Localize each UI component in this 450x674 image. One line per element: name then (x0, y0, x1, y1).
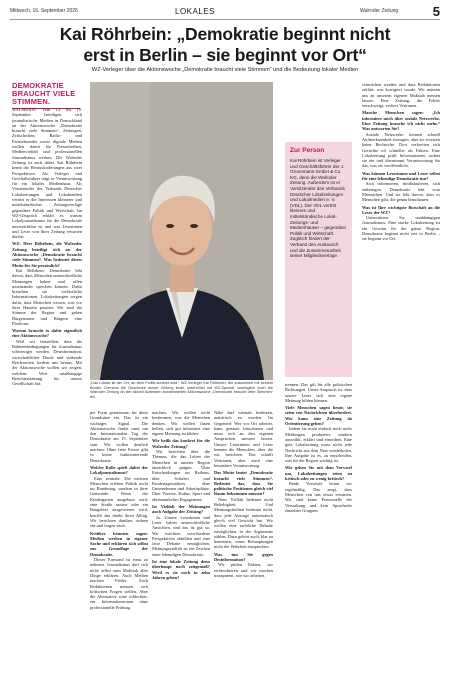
article-paragraph: trennen. Das gilt für alle politischen Richtungen. Unser Anspruch ist, dass unsere Leser sich eine eigene Meinung bilden können. (285, 382, 352, 403)
page-number: 5 (432, 4, 440, 19)
article-paragraph: Eine zentrale. Die meisten Menschen erleben Politik nicht im Bundestag, sondern in ihrer Gemeinde. Wenn der Kindergarten ausgebaut wird, eine Straße saniert oder ein Baugebiet ausgewiesen wird, betrifft das direkt ihren Alltag. Wir berichten darüber, ordnen ein und fragen nach. (90, 475, 148, 529)
article-paragraph: Kai Röhrbein: Demokratie lebt davon, dass Menschen unterschiedliche Meinungen haben und offen miteinander sprechen können. Dafür brauchen sie verlässliche Informationen. Lokalzeitungen sorgen dafür, dass Menschen wissen, was vor ihrer Haustür passiert. Wir sind die Stimme der Region und geben Bürgerinnen und Bürgern eine Plattform. (12, 267, 82, 326)
page-header (10, 6, 440, 18)
headline-line-1: Kai Röhrbein: „Demokratie beginnt nicht (59, 24, 391, 44)
article-paragraph: Wir prüfen Fakten, wir recherchieren und wir machen transparent, wie wir arbeiten. (214, 562, 273, 578)
article-paragraph: Nähe darf niemals bedeuten, unkritisch zu werden. Im Gegenteil: Wer vor Ort arbeitet, kann genauer hinschauen und muss sich an den eigenen Ansprüchen messen lassen. Unsere Leserinnen und Leser kennen die Menschen, über die wir berichten. Das schafft Vertrauen, aber auch eine besondere Verantwortung. (214, 410, 273, 468)
newspaper-name: Walroder Zeitung (360, 8, 399, 14)
article-paragraph: machen. Wir wollen nicht bestimmen, was die Menschen denken. Wir wollen ihnen helfen, sich gut informiert eine eigene Meinung zu bilden. (152, 410, 210, 437)
info-box-person (285, 142, 352, 377)
article-paragraph: Beide Vorwürfe hören wir regelmäßig. Das zeigt, dass Menschen von uns etwas erwarten. Wir sind keine Pressestelle der Verwaltung und kein Sprachrohr einzelner Gruppen. (285, 481, 352, 513)
interview-question: Das Motto lautet „Demokratie braucht viele Stimmen“. Bedeutet das, dass Sie politische Positionen gleich viel Raum bekommen müssen? (214, 470, 273, 497)
interview-question: Ist eine lokale Zeitung denn überhaupt noch zeitgemäß? Wird es sie noch in zehn Jahren geben? (152, 559, 210, 580)
article-column-6 (362, 82, 440, 668)
article-column-4 (214, 410, 273, 668)
interview-question: Wie gehen Sie mit dem Vorwurf um, Lokalzeitungen seien zu kritisch oder zu wenig kritisch? (285, 465, 352, 482)
interview-question: WZ: Herr Röhrbein, die Walroder Zeitung beteiligt sich an der Aktionswoche „Demokratie braucht viele Stimmen“. Was bedeutet dieses Motto für Sie persönlich? (12, 241, 82, 268)
interview-question: Wie heißt das konkret für die Walroder Zeitung? (152, 438, 210, 449)
interview-question: Welche Rolle spielt dabei der Lokaljournalismus? (90, 464, 148, 476)
article-paragraph: Indem sie nicht einfach noch mehr Meldungen produziert, sondern auswählt, erklärt und einordnet. Eine gute Lokalzeitung muss nicht jede Nachricht aus dem Netz wiederholen. Ihre Aufgabe ist es, zu entscheiden, was für die Region wichtig ist. (285, 426, 352, 464)
article-paragraph: Weil wir feststellen, dass die Rahmenbedingungen für Journalismus schwieriger werden. Desinformation, wirtschaftlicher Druck und sinkende Reichweiten fordern uns heraus. Mit der Aktionswoche wollen wir zeigen, welchen Wert unabhängige Berichterstattung für unsere Gesellschaft hat. (12, 338, 82, 387)
article-paragraph: per Form gemeinsam für diese Grundsätze ein. Das ist ein wichtiges Signal. Die Aktionswoche findet rund um den Internationalen Tag der Demokratie am 15. September statt. Wir wollen deutlich machen: Ohne freie Presse gibt es keine funktionierende Demokratie. (90, 410, 148, 463)
interview-question: Was tun Sie gegen Desinformation? (214, 551, 273, 563)
article-subheadline: WZ-Verleger über die Aktionswoche „Demokratie braucht viele Stimmen“ und die Bedeutung lokaler Medien (91, 67, 359, 73)
interview-question: Was können Leserinnen und Leser selbst für eine lebendige Demokratie tun? (362, 170, 440, 182)
article-column-1 (12, 107, 82, 667)
article-paragraph: Unterstützen Sie unabhängigen Journalismus. Eine starke Lokalzeitung ist ein Gewinn für die ganze Region. Demokratie beginnt nicht erst in Berlin – sie beginnt vor Ort. (362, 215, 440, 242)
article-paragraph: Dieser Einwand ist ernst zu nehmen. Journalismus darf sich nicht selbst zum Maßstab aller Dinge erklären. Auch Medien machen Fehler. Auch Redaktionen müssen sich kritischen Fragen stellen. Aber die Alternative wäre schlechter: ein Informationsraum ohne professionelle Prüfung. (90, 557, 148, 610)
info-box-text: Kai Röhrbein ist Verleger und Geschäftsführer der J. Gronemann GmbH & Co. KG, denn die Walroder Zeitung. Außerdem ist er Vorsitzender des Verbands Deutscher Lokalzeitungen und Lokalmedien e. V. (VDL). Der VDL vertritt kleinere und mittelständische Lokal-Zeitungs- und Medienhäuser – gegenüber Politik und Wirtschaft. Zugleich fördert der Verband den Austausch und die Zusammenarbeit seiner Mitgliedsverlage. (290, 158, 347, 259)
interview-question: Manche Menschen sagen: „Ich informiere mich über soziale Netzwerke. Eine Zeitung brauche ich nicht mehr.“ Was antworten Sie? (362, 110, 440, 132)
info-box-title: Zur Person (290, 147, 325, 154)
interview-question: Ist Vielfalt der Meinungen auch Aufgabe der Zeitung? (152, 504, 210, 515)
article-paragraph: Soziale Netzwerke können schnell Aufmerksamkeit erzeugen, aber sie ersetzen keine Recherche. Dort verbreiten sich Gerüchte oft schneller als Fakten. Eine Lokalzeitung prüft Informationen, ordnet sie ein und übernimmt Verantwortung für das, was sie veröffentlicht. (362, 131, 440, 169)
interview-question: Viele Menschen sagen heute, sie seien von Nachrichten überfordert. Wie kann eine Zeitung da Orientierung geben? (285, 405, 352, 427)
section-title: LOKALES (175, 7, 215, 16)
article-column-5 (285, 382, 352, 668)
interview-question: Warum braucht es dafür eigentlich eine Aktionswoche? (12, 328, 82, 339)
photo-caption: „Das Lokale ist der Ort, an dem Politik konkret wird“: WZ-Verleger Kai Röhrbein, der zusammen mit seinem Bruder Clemens die Geschicke dieser Zeitung lenkt, unterstützt mit WZ-Spezial, womöglich auch die Walroder Zeitung an der aktuell laufenden bundesweiten Aktionswoche „Demokratie braucht viele Stimmen“ teil. (90, 381, 273, 399)
article-paragraph: WALSRODE. Vom 14. bis 19. September beteiligen sich journalistische Medien in Deutschland an der Aktionswoche „Demokratie braucht viele Stimmen“. Zeitungen, Zeitschriften, Radio- und Fernsehsender sowie digitale Medien wollen damit für Pressefreiheit, Medienvielfalt und professionellen Journalismus werben. Die Walroder Zeitung ist auch dabei. Kai Röhrbein kennt die Herausforderungen aus zwei Perspektiven. Als Verleger und Geschäftsführer trägt er Verantwortung für ein lokales Medienhaus. Als Vorsitzender des Verbands Deutscher Lokalzeitungen und Lokalmedien vertritt er die Interessen kleinerer und mittelständischer Zeitungsverlage gegenüber Politik und Wirtschaft. Im WZ-Gespräch erklärt er, warum Lokaljournalismus für die Demokratie unverzichtbar ist und was Leserinnen und Leser von ihrer Zeitung erwarten dürfen. (12, 107, 82, 240)
article-paragraph: Wir berichten über die Themen, die das Leben der Menschen in unserer Region tatsächlich prägen. Über Entscheidungen im Rathaus, über Schulen und Kindertagesstätten, über Unternehmen und Arbeitsplätze. Über Vereine, Kultur, Sport und ehrenamtliches Engagement. (152, 449, 210, 502)
interview-question: Was ist Ihre wichtigste Botschaft an die Leser der WZ? (362, 204, 440, 215)
interview-question: Kritiker könnten sagen: Medien werben in eigener Sache und erklären sich selbst zur Grundlage der Demokratie. (90, 530, 148, 557)
issue-date: Mittwoch, 16. September 2026 (10, 8, 78, 14)
header-divider (10, 19, 440, 20)
article-paragraph: schwächen werden und dass Redaktionen erklärt, was korrigiert wurde. Wir müssen uns an unserem eigenen Maßstab messen lassen. Eine Zeitung, die Fehler verschweigt, verliert Vertrauen. (362, 82, 440, 109)
headline-line-2: erst in Berlin – sie beginnt vor Ort“ (83, 45, 367, 65)
article-column-2 (90, 410, 148, 668)
campaign-logo: DEMOKRATIE BRAUCHT VIELE STIMMEN. (12, 82, 82, 109)
portrait-illustration (90, 82, 273, 380)
article-paragraph: Nein. Vielfalt bedeutet nicht Beliebigkeit. Und Meinungsfreiheit bedeutet nicht, dass jede Aussage automatisch gleich viel Gewicht hat. Wir wollen eine sachliche Debatte ermöglichen, in der Argumente zählen. Dazu gehört auch, klar zu benennen, wenn Behauptungen nicht der Wahrheit entsprechen. (214, 496, 273, 550)
portrait-photo (90, 82, 273, 380)
article-paragraph: Ja. Unsere Leserinnen und Leser haben unterschiedliche Ansichten, und das ist gut so. Wir möchten verschiedene Perspektiven abbilden und eine faire Debatte ermöglichen. Meinungsvielfalt ist ein Zeichen einer lebendigen Demokratie. (152, 514, 210, 557)
article-paragraph: Sich informieren, mitdiskutieren, sich einbringen. Demokratie lebt vom Mitmachen. Und sie lebt davon, dass es Menschen gibt, die genau hinschauen. (362, 181, 440, 203)
article-column-3 (152, 410, 210, 668)
article-headline (10, 24, 440, 66)
